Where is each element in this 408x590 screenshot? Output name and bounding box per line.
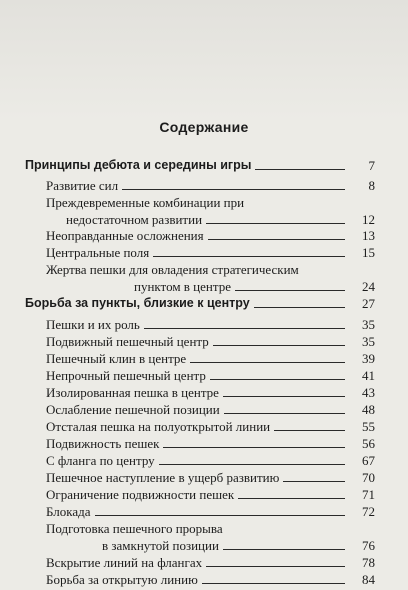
dot-leader — [163, 446, 345, 448]
toc-item — [46, 401, 375, 418]
item-title: Пешечное наступление в ущерб развитию — [46, 470, 280, 485]
toc-item — [46, 418, 375, 435]
toc-item — [46, 316, 375, 333]
page-number: 35 — [362, 317, 375, 332]
toc-item — [46, 571, 375, 588]
dot-leader — [223, 395, 345, 397]
page-number: 41 — [362, 368, 375, 383]
item-title: Развитие сил — [46, 178, 119, 193]
item-title-line-2: недостаточном развитии — [66, 212, 203, 227]
item-title: Неоправданные осложнения — [46, 228, 204, 243]
dot-leader — [223, 548, 345, 550]
toc-item — [46, 452, 375, 469]
page-number: 76 — [362, 538, 375, 553]
item-title: Блокада — [46, 504, 91, 519]
dot-leader — [206, 565, 345, 567]
dot-leader — [153, 255, 345, 257]
dot-leader — [95, 514, 345, 516]
dot-leader — [159, 463, 345, 465]
page-number: 35 — [362, 334, 375, 349]
page-number: 78 — [362, 555, 375, 570]
page-number: 43 — [362, 385, 375, 400]
section-title: Борьба за пункты, близкие к центру — [25, 296, 250, 310]
dot-leader — [210, 378, 345, 380]
page-number: 15 — [362, 245, 375, 260]
dot-leader — [274, 429, 345, 431]
page-number: 12 — [362, 212, 375, 227]
item-title: Борьба за открытую линию — [46, 572, 198, 587]
item-title-line-2: в замкнутой позиции — [102, 538, 219, 553]
dot-leader — [122, 188, 345, 190]
toc-item — [46, 520, 375, 554]
item-title: Подвижность пешек — [46, 436, 160, 451]
item-title-line-1: Жертва пешки для овладения стратегическим — [46, 262, 299, 277]
toc-item — [46, 469, 375, 486]
page-number: 39 — [362, 351, 375, 366]
dot-leader — [224, 412, 345, 414]
page-number: 56 — [362, 436, 375, 451]
toc-item — [46, 554, 375, 571]
dot-leader — [235, 289, 345, 291]
page-number: 84 — [362, 572, 375, 587]
item-title: Изолированная пешка в центре — [46, 385, 219, 400]
dot-leader — [238, 497, 345, 499]
page-number: 48 — [362, 402, 375, 417]
dot-leader — [254, 306, 345, 308]
page-number: 13 — [362, 228, 375, 243]
toc-item — [46, 244, 375, 261]
page-number: 24 — [362, 279, 375, 294]
toc-item — [46, 384, 375, 401]
dot-leader — [190, 361, 345, 363]
toc-section-1 — [25, 157, 375, 174]
toc-item — [46, 227, 375, 244]
item-title: Ослабление пешечной позиции — [46, 402, 220, 417]
page-number: 8 — [368, 178, 375, 193]
item-title: Отсталая пешка на полуоткрытой линии — [46, 419, 271, 434]
item-title: Центральные поля — [46, 245, 150, 260]
item-title-line-1: Преждевременные комбинации при — [46, 195, 245, 210]
dot-leader — [213, 344, 345, 346]
item-title: Вскрытие линий на флангах — [46, 555, 203, 570]
toc-item — [46, 435, 375, 452]
item-title: Ограничение подвижности пешек — [46, 487, 235, 502]
page-number: 71 — [362, 487, 375, 502]
page-number: 27 — [362, 296, 375, 311]
item-title: С фланга по центру — [46, 453, 155, 468]
toc-item — [46, 503, 375, 520]
dot-leader — [255, 168, 345, 170]
toc-item — [46, 486, 375, 503]
toc-item — [46, 333, 375, 350]
toc-item — [46, 367, 375, 384]
section-title: Принципы дебюта и середины игры — [25, 158, 252, 172]
dot-leader — [283, 480, 345, 482]
item-title-line-1: Подготовка пешечного прорыва — [46, 521, 223, 536]
toc-item — [46, 194, 375, 228]
item-title: Пешки и их роль — [46, 317, 140, 332]
page-number: 72 — [362, 504, 375, 519]
item-title: Пешечный клин в центре — [46, 351, 187, 366]
toc-item — [46, 261, 375, 295]
item-title-line-2: пунктом в центре — [134, 279, 231, 294]
item-title: Подвижный пешечный центр — [46, 334, 209, 349]
page-number: 7 — [368, 158, 375, 173]
page-number: 55 — [362, 419, 375, 434]
dot-leader — [144, 327, 345, 329]
toc-item — [46, 177, 375, 194]
toc-item — [46, 350, 375, 367]
page-number: 70 — [362, 470, 375, 485]
dot-leader — [202, 582, 345, 584]
dot-leader — [206, 222, 345, 224]
page-title: Содержание — [159, 119, 249, 135]
dot-leader — [208, 238, 345, 240]
previous-page-bleed-through — [0, 0, 408, 120]
toc-section-2 — [25, 295, 375, 312]
item-title: Непрочный пешечный центр — [46, 368, 206, 383]
page-number: 67 — [362, 453, 375, 468]
